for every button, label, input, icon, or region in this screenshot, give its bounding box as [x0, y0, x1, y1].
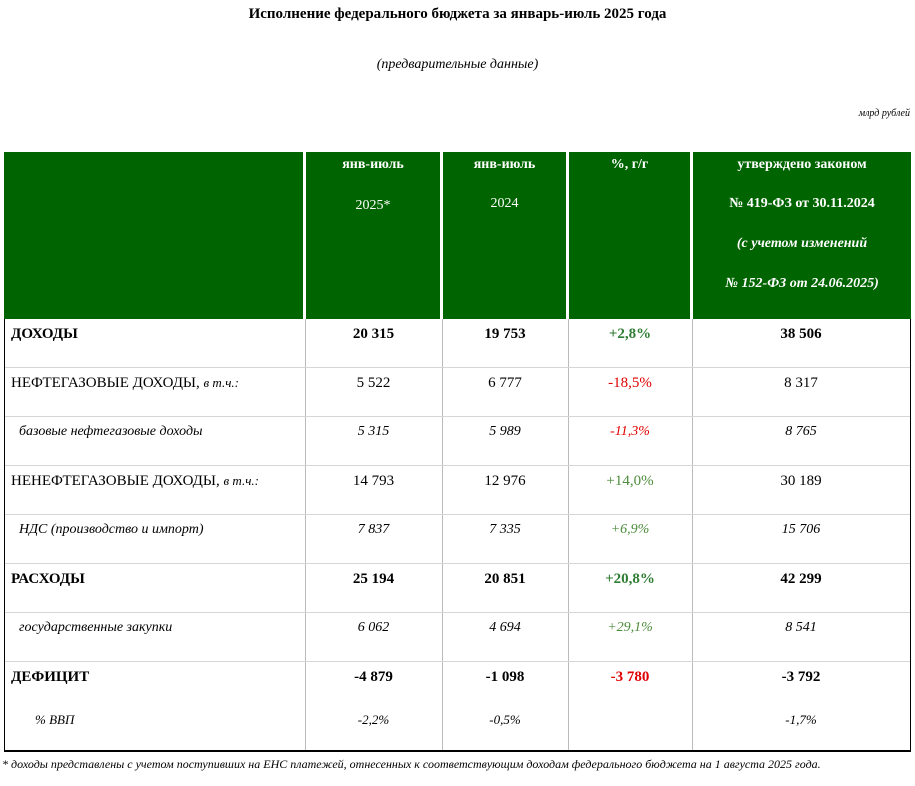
value-2025: -4 879 [354, 669, 393, 685]
header-col-law-line2: № 419-ФЗ от 30.11.2024 [729, 196, 875, 211]
table-header [4, 152, 911, 319]
value-law: 8 765 [785, 424, 817, 439]
row-label [11, 473, 259, 490]
value-2024: 20 851 [484, 571, 526, 587]
row-label [11, 375, 239, 392]
value-2024: -1 098 [485, 669, 525, 685]
value-2025: 6 062 [357, 620, 390, 635]
value-law: 8 317 [784, 375, 818, 391]
value-law: 38 506 [780, 326, 822, 342]
page-subtitle: (предварительные данные) [376, 57, 539, 72]
table-row [5, 368, 910, 417]
row-label-main: НЕНЕФТЕГАЗОВЫЕ ДОХОДЫ, [11, 473, 224, 489]
value-2025: 5 315 [357, 424, 390, 439]
table-row [5, 466, 910, 515]
row-label-main: НЕФТЕГАЗОВЫЕ ДОХОДЫ, [11, 375, 204, 391]
unit-label: млрд рублей [858, 108, 910, 119]
value-2024: 4 694 [489, 620, 521, 635]
table-row [5, 417, 910, 466]
value-law: 8 541 [785, 620, 817, 635]
value-2024: 6 777 [488, 375, 522, 391]
header-col-law-line3: (с учетом изменений [736, 236, 868, 251]
value-pct: -18,5% [608, 375, 652, 391]
value-2025: 14 793 [352, 473, 395, 489]
header-col-law-line4: № 152-ФЗ от 24.06.2025) [725, 276, 879, 291]
header-col-2025 [306, 152, 440, 319]
value-law: 42 299 [780, 571, 822, 587]
value-pct: -3 780 [610, 669, 650, 685]
value-2024-gdp: -0,5% [489, 712, 521, 727]
value-2025: 7 837 [357, 522, 390, 537]
value-2024: 7 335 [489, 522, 521, 537]
row-label: ДЕФИЦИТ [11, 669, 90, 685]
header-empty-cell [4, 152, 303, 319]
value-2024: 19 753 [484, 326, 526, 342]
value-2024: 12 976 [484, 473, 526, 489]
row-label-suffix: в т.ч.: [223, 473, 259, 488]
value-law: 30 189 [780, 473, 822, 489]
value-pct: +20,8% [605, 571, 655, 587]
table-row [5, 319, 910, 368]
row-label-gdp: % ВВП [35, 712, 75, 727]
table-row [5, 515, 910, 564]
value-pct: +2,8% [608, 326, 652, 342]
header-col-pct [569, 152, 690, 319]
header-col-law [693, 152, 911, 319]
footnote: * доходы представлены с учетом поступивших на ЕНС платежей, отнесенных к соответствующим доходам федерального бюджета на 1 августа 2025 года. [2, 757, 821, 771]
value-2025: 5 522 [356, 375, 391, 391]
page-title: Исполнение федерального бюджета за январь-июль 2025 года [248, 6, 667, 22]
row-label: РАСХОДЫ [11, 571, 85, 587]
value-2025: 20 315 [352, 326, 395, 342]
table-row [5, 564, 910, 613]
value-law: 15 706 [781, 522, 821, 537]
table-row [5, 662, 910, 752]
header-col-2024-line1: янв-июль [473, 157, 536, 172]
header-col-2024-line2: 2024 [490, 196, 519, 211]
row-label: базовые нефтегазовые доходы [19, 424, 203, 439]
header-col-pct-line1: %, г/г [610, 157, 649, 172]
header-col-2024 [443, 152, 566, 319]
header-col-2025-line1: янв-июль [342, 157, 404, 172]
value-pct: +14,0% [606, 473, 654, 489]
header-col-2025-line2: 2025* [355, 198, 391, 213]
value-2025-gdp: -2,2% [357, 712, 390, 727]
value-law-gdp: -1,7% [785, 712, 817, 727]
table-body [4, 319, 911, 752]
row-label: ДОХОДЫ [11, 326, 78, 342]
value-pct: +6,9% [610, 522, 650, 537]
value-2025: 25 194 [352, 571, 395, 587]
table-row [5, 613, 910, 662]
header-col-law-line1: утверждено законом [737, 157, 867, 172]
row-label-suffix: в т.ч.: [203, 375, 239, 390]
row-label: государственные закупки [19, 620, 173, 635]
row-label: НДС (производство и импорт) [19, 522, 204, 537]
value-pct: -11,3% [610, 424, 650, 439]
value-2024: 5 989 [489, 424, 521, 439]
value-pct: +29,1% [607, 620, 653, 635]
value-law: -3 792 [781, 669, 821, 685]
